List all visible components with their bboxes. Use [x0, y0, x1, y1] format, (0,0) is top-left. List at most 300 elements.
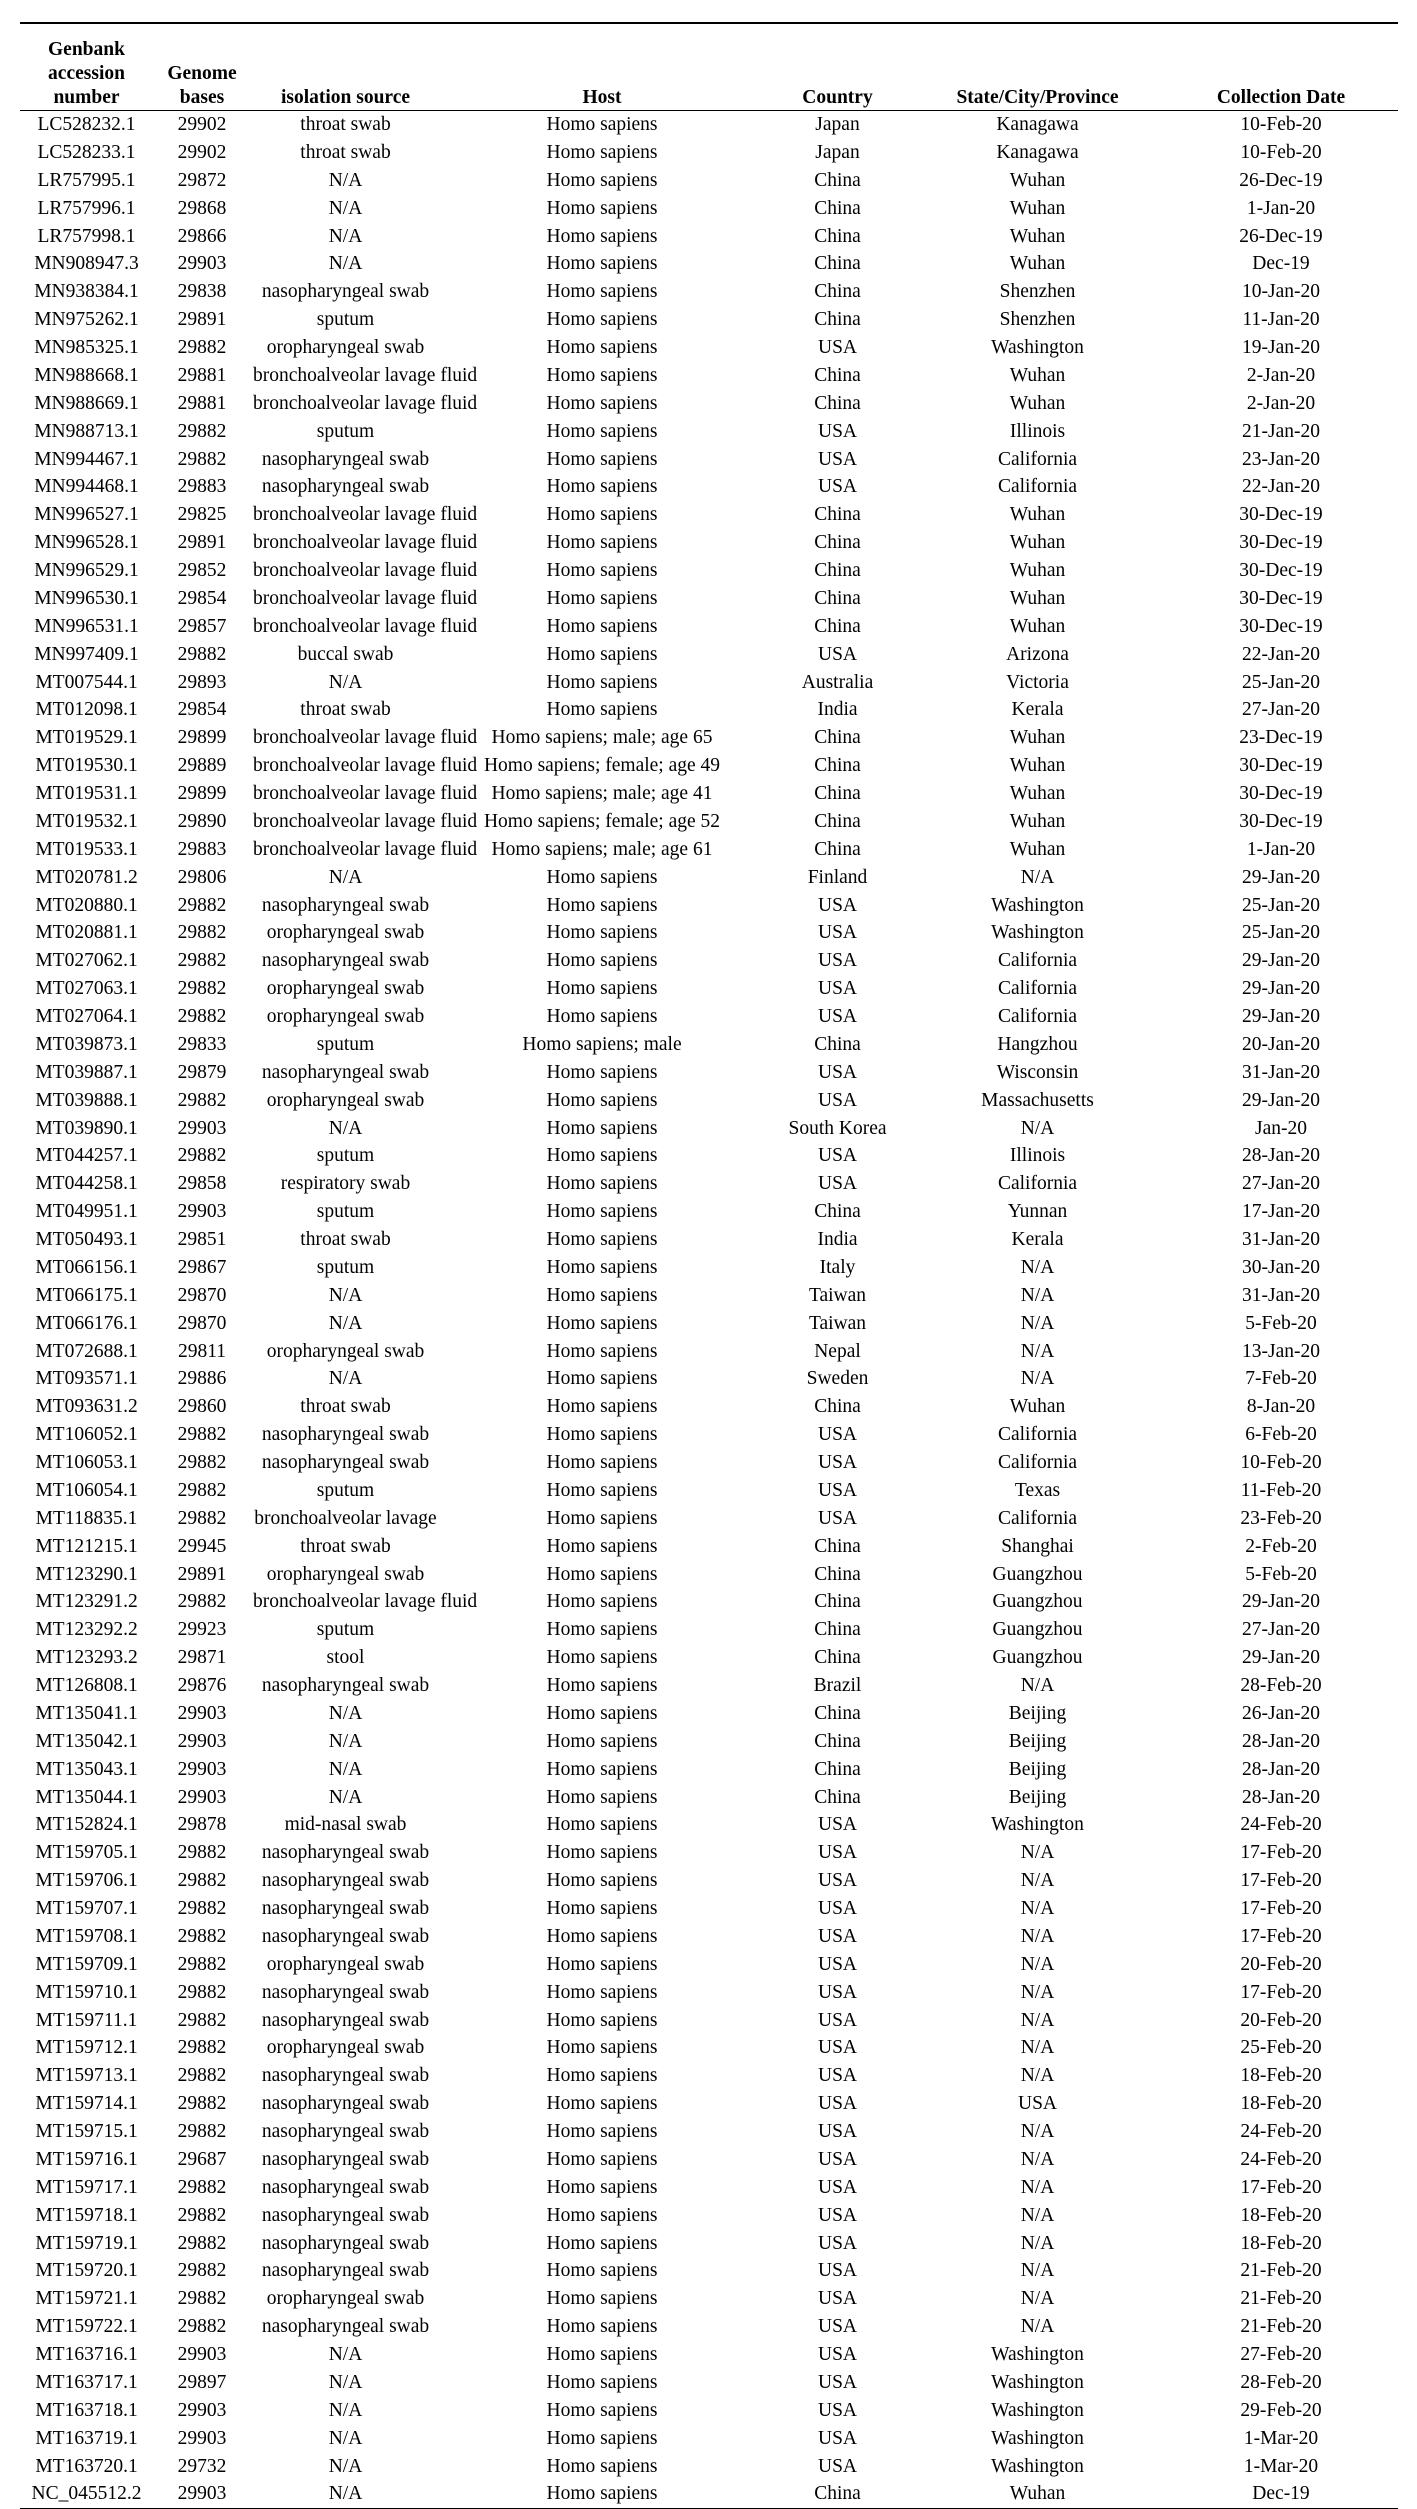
location-cell: Kerala	[1011, 699, 1064, 721]
country-cell: USA	[817, 2204, 857, 2226]
genome-bases-cell: 29882	[177, 894, 227, 916]
isolation-source-cell: nasopharyngeal swab	[261, 1898, 430, 1919]
host-cell: Homo sapiens	[546, 476, 658, 498]
host-cell: Homo sapiens	[546, 253, 658, 275]
genome-bases-cell: 29886	[177, 1368, 227, 1390]
accession-cell: MN988668.1	[34, 364, 139, 386]
host-cell: Homo sapiens	[546, 1925, 658, 1947]
accession-cell: MN994467.1	[34, 448, 139, 470]
isolation-source-cell: sputum	[316, 1033, 375, 1055]
isolation-source-cell: nasopharyngeal swab	[261, 448, 430, 470]
accession-cell: MN996531.1	[34, 615, 139, 637]
table-row	[20, 1338, 1398, 1366]
country-cell: Brazil	[813, 1675, 862, 1696]
country-cell: China	[814, 1396, 861, 1418]
country-cell: Taiwan	[808, 1312, 867, 1334]
table-row	[20, 669, 1398, 697]
table-row	[20, 1839, 1398, 1867]
host-cell: Homo sapiens	[546, 1452, 658, 1473]
isolation-source-cell: N/A	[328, 1702, 363, 1724]
location-cell: Massachusetts	[981, 1089, 1094, 1111]
accession-cell: LC528233.1	[37, 141, 136, 163]
location-cell: N/A	[1020, 1953, 1055, 1975]
accession-cell: MT163720.1	[35, 2455, 138, 2477]
collection-date-cell: 18-Feb-20	[1240, 2232, 1322, 2254]
isolation-source-cell: bronchoalveolar lavage	[254, 1507, 437, 1529]
genome-bases-cell: 29903	[177, 2399, 227, 2421]
location-cell: Wuhan	[1009, 169, 1066, 191]
table-row	[20, 1700, 1398, 1728]
accession-cell: MT159708.1	[35, 1925, 138, 1947]
table-row	[20, 1867, 1398, 1895]
isolation-source-cell: bronchoalveolar lavage fluid	[253, 810, 478, 832]
accession-cell: MN985325.1	[34, 337, 139, 358]
accession-cell: MT093631.2	[35, 1396, 138, 1418]
accession-cell: MT159715.1	[35, 2121, 138, 2142]
collection-date-cell: 27-Jan-20	[1242, 1173, 1320, 1195]
country-cell: USA	[817, 2371, 857, 2393]
location-cell: Victoria	[1006, 671, 1069, 693]
genome-bases-cell: 29903	[177, 2427, 227, 2449]
host-cell: Homo sapiens	[546, 2371, 658, 2393]
collection-date-cell: Dec-19	[1252, 253, 1310, 275]
host-cell: Homo sapiens	[546, 392, 658, 414]
genome-bases-cell: 29882	[177, 1981, 227, 2003]
country-cell: USA	[817, 2288, 857, 2310]
accession-cell: MT135042.1	[35, 1730, 138, 1752]
genome-bases-cell: 29878	[177, 1814, 227, 1836]
genome-bases-cell: 29882	[177, 2037, 227, 2059]
genome-bases-cell: 29825	[177, 504, 227, 526]
collection-date-cell: 29-Feb-20	[1240, 2399, 1322, 2421]
location-cell: Hangzhou	[997, 1033, 1078, 1055]
collection-date-cell: 22-Jan-20	[1242, 476, 1320, 498]
document-page	[20, 22, 1398, 2509]
genome-accession-table	[20, 38, 1398, 2509]
host-cell: Homo sapiens; male; age 41	[491, 783, 713, 804]
collection-date-cell: Dec-19	[1164, 2480, 1398, 2508]
collection-date-cell: 20-Feb-20	[1240, 2009, 1322, 2031]
country-cell: China	[814, 1702, 861, 1724]
country-cell: China	[814, 1201, 861, 1223]
host-cell: Homo sapiens	[546, 1619, 658, 1641]
collection-date-cell: 31-Jan-20	[1242, 1229, 1320, 1250]
genome-bases-cell: 29870	[177, 1284, 227, 1306]
accession-cell: MT072688.1	[35, 1340, 138, 1362]
location-cell: N/A	[1020, 2009, 1055, 2031]
location-cell: Beijing	[1008, 1730, 1067, 1752]
location-cell: Kanagawa	[996, 141, 1079, 163]
country-cell: USA	[817, 1479, 857, 1501]
isolation-source-cell: nasopharyngeal swab	[261, 1424, 430, 1446]
location-cell: Arizona	[1006, 643, 1069, 665]
accession-cell: MT135044.1	[35, 1786, 138, 1808]
host-cell: Homo sapiens	[546, 1758, 658, 1780]
collection-date-cell: 17-Feb-20	[1240, 1898, 1322, 1919]
collection-date-cell: 26-Jan-20	[1242, 1702, 1320, 1724]
accession-cell: MT159719.1	[35, 2232, 138, 2254]
country-cell: China	[814, 392, 861, 414]
isolation-source-cell: oropharyngeal swab	[266, 1953, 425, 1975]
host-cell: Homo sapiens	[546, 1061, 658, 1083]
country-cell: USA	[817, 978, 857, 1000]
accession-cell: MT135041.1	[35, 1702, 138, 1724]
accession-cell: MT152824.1	[35, 1814, 138, 1836]
isolation-source-cell: sputum	[316, 420, 375, 442]
collection-date-cell: 10-Feb-20	[1240, 141, 1322, 163]
table-row	[20, 2202, 1398, 2230]
table-row	[20, 1644, 1398, 1672]
location-cell: Shanghai	[1001, 1535, 1074, 1557]
collection-date-cell: 26-Dec-19	[1239, 169, 1323, 191]
genome-bases-cell: 29945	[177, 1535, 227, 1557]
table-row	[20, 139, 1398, 167]
accession-cell: MT135043.1	[35, 1758, 138, 1780]
location-cell: Beijing	[1008, 1702, 1067, 1724]
isolation-source-cell: N/A	[328, 2399, 363, 2421]
collection-date-cell: 30-Dec-19	[1239, 560, 1323, 581]
country-cell: USA	[817, 1981, 857, 2003]
genome-bases-cell: 29854	[177, 587, 227, 609]
table-row	[20, 2453, 1398, 2481]
location-cell: N/A	[1020, 866, 1055, 888]
collection-date-cell: 11-Feb-20	[1240, 1479, 1322, 1501]
country-cell: USA	[817, 2093, 857, 2115]
host-cell: Homo sapiens	[546, 1507, 658, 1529]
accession-cell: MN996528.1	[34, 532, 139, 554]
genome-bases-cell: 29903	[177, 1730, 227, 1752]
isolation-source-cell: throat swab	[300, 1535, 391, 1557]
host-cell: Homo sapiens	[546, 1340, 658, 1362]
accession-cell: MT159709.1	[35, 1953, 138, 1975]
collection-date-cell: 24-Feb-20	[1240, 2148, 1322, 2170]
country-cell: USA	[817, 2065, 857, 2087]
location-cell: California	[997, 1173, 1078, 1195]
country-cell: China	[764, 2480, 911, 2508]
host-cell: Homo sapiens	[546, 950, 658, 972]
location-cell: Wuhan	[1009, 392, 1066, 414]
isolation-source-cell: oropharyngeal swab	[266, 922, 425, 944]
genome-bases-cell: 29903	[177, 1117, 227, 1139]
country-cell: China	[814, 281, 861, 303]
location-cell: Wuhan	[1009, 755, 1066, 777]
collection-date-cell: 2-Jan-20	[1246, 364, 1316, 386]
isolation-source-cell: stool	[326, 1647, 365, 1669]
host-cell: Homo sapiens	[546, 2455, 658, 2477]
location-cell: Wuhan	[1009, 810, 1066, 832]
host-cell: Homo sapiens; female; age 52	[483, 810, 721, 832]
location-cell: Washington	[991, 2399, 1084, 2421]
table-row	[20, 1505, 1398, 1533]
accession-cell: MT093571.1	[35, 1368, 138, 1390]
host-cell: Homo sapiens	[546, 448, 658, 470]
country-cell: China	[814, 1786, 861, 1808]
collection-date-cell: 25-Feb-20	[1240, 2037, 1322, 2059]
collection-date-cell: 30-Dec-19	[1239, 615, 1323, 637]
collection-date-cell: 29-Jan-20	[1242, 950, 1320, 972]
location-cell: N/A	[1020, 1312, 1055, 1334]
table-row	[20, 1198, 1398, 1226]
location-cell: N/A	[1020, 2065, 1055, 2087]
location-cell: Washington	[991, 1814, 1084, 1836]
table-row	[20, 278, 1398, 306]
collection-date-cell: 28-Jan-20	[1242, 1758, 1320, 1780]
collection-date-cell: 21-Feb-20	[1240, 2288, 1322, 2310]
accession-cell: MN996529.1	[34, 560, 139, 581]
location-cell: N/A	[1020, 1340, 1055, 1362]
host-cell: Homo sapiens	[546, 1256, 658, 1278]
genome-bases-cell: 29882	[177, 1591, 227, 1613]
accession-cell: MT066176.1	[35, 1312, 138, 1334]
table-row	[20, 892, 1398, 920]
location-cell: Wuhan	[1009, 783, 1066, 804]
header-state-city-province: State/City/Province	[911, 38, 1164, 111]
accession-cell: MT019532.1	[35, 810, 138, 832]
location-cell: California	[997, 1424, 1078, 1446]
host-cell: Homo sapiens	[546, 1396, 658, 1418]
collection-date-cell: 25-Jan-20	[1242, 922, 1320, 944]
host-cell: Homo sapiens	[546, 420, 658, 442]
accession-cell: MT049951.1	[35, 1201, 138, 1223]
genome-bases-cell: 29891	[177, 532, 227, 554]
host-cell: Homo sapiens	[546, 1730, 658, 1752]
country-cell: USA	[817, 2009, 857, 2031]
country-cell: USA	[817, 1870, 857, 1892]
table-row	[20, 1784, 1398, 1812]
table-row	[20, 613, 1398, 641]
country-cell: Japan	[815, 114, 860, 135]
accession-cell: LR757995.1	[37, 169, 136, 191]
genome-bases-cell: 29882	[177, 2232, 227, 2254]
genome-bases-cell: 29881	[177, 392, 227, 414]
location-cell: Washington	[991, 2371, 1084, 2393]
host-cell: Homo sapiens	[546, 2288, 658, 2310]
accession-cell: MT039887.1	[35, 1061, 138, 1083]
accession-cell: MT050493.1	[35, 1229, 138, 1250]
accession-cell: MT159707.1	[35, 1898, 138, 1919]
collection-date-cell: 10-Jan-20	[1242, 281, 1320, 303]
genome-bases-cell: 29903	[177, 1758, 227, 1780]
location-cell: Kanagawa	[996, 114, 1079, 135]
collection-date-cell: 17-Feb-20	[1240, 1981, 1322, 2003]
collection-date-cell: 17-Jan-20	[1242, 1201, 1320, 1223]
collection-date-cell: 29-Jan-20	[1242, 1591, 1320, 1613]
genome-bases-cell: 29838	[177, 281, 227, 303]
isolation-source-cell: N/A	[328, 1117, 363, 1139]
accession-cell: MT123290.1	[35, 1563, 138, 1585]
host-cell: Homo sapiens	[546, 2260, 658, 2282]
location-cell: N/A	[1020, 1117, 1055, 1139]
isolation-source-cell: oropharyngeal swab	[266, 978, 425, 1000]
accession-cell: MT019531.1	[35, 783, 138, 804]
isolation-source-cell: oropharyngeal swab	[266, 337, 425, 358]
isolation-source-cell: bronchoalveolar lavage fluid	[253, 364, 478, 386]
collection-date-cell: 27-Jan-20	[1242, 1619, 1320, 1641]
location-cell: Wuhan	[1009, 225, 1066, 247]
table-row	[20, 947, 1398, 975]
isolation-source-cell: bronchoalveolar lavage fluid	[253, 783, 478, 804]
genome-bases-cell: 29893	[177, 671, 227, 693]
isolation-source-cell: buccal swab	[297, 643, 394, 665]
isolation-source-cell: N/A	[328, 2344, 363, 2365]
genome-bases-cell: 29876	[177, 1675, 227, 1696]
isolation-source-cell: nasopharyngeal swab	[261, 1981, 430, 2003]
table-row	[20, 1561, 1398, 1589]
accession-cell: MT019529.1	[35, 727, 138, 749]
location-cell: Illinois	[1009, 420, 1066, 442]
isolation-source-cell: bronchoalveolar lavage fluid	[253, 504, 478, 526]
table-row	[20, 1533, 1398, 1561]
host-cell: Homo sapiens	[546, 141, 658, 163]
genome-bases-cell: 29882	[177, 2288, 227, 2310]
country-cell: China	[814, 253, 861, 275]
country-cell: USA	[817, 1089, 857, 1111]
accession-cell: MT044258.1	[35, 1173, 138, 1195]
accession-cell: MT106052.1	[35, 1424, 138, 1446]
location-cell: Wuhan	[911, 2480, 1164, 2508]
accession-cell: MN988713.1	[34, 420, 139, 442]
host-cell: Homo sapiens	[546, 337, 658, 358]
table-row	[20, 2146, 1398, 2174]
genome-bases-cell: 29806	[177, 866, 227, 888]
host-cell: Homo sapiens	[546, 671, 658, 693]
genome-bases-cell: 29890	[177, 810, 227, 832]
host-cell: Homo sapiens	[546, 2204, 658, 2226]
accession-cell: LR757998.1	[37, 225, 136, 247]
country-cell: China	[814, 504, 861, 526]
accession-cell: MT159714.1	[35, 2093, 138, 2115]
host-cell: Homo sapiens; male	[522, 1033, 682, 1055]
collection-date-cell: 29-Jan-20	[1242, 1647, 1320, 1669]
isolation-source-cell: bronchoalveolar lavage fluid	[253, 838, 478, 860]
table-row	[20, 780, 1398, 808]
table-row	[20, 390, 1398, 418]
country-cell: USA	[817, 337, 857, 358]
location-cell: Guangzhou	[992, 1591, 1083, 1613]
genome-bases-cell: 29899	[177, 727, 227, 749]
country-cell: China	[814, 727, 861, 749]
table-row	[20, 2425, 1398, 2453]
host-cell: Homo sapiens	[546, 2344, 658, 2365]
genome-bases-cell: 29882	[177, 1953, 227, 1975]
country-cell: USA	[817, 1814, 857, 1836]
host-cell: Homo sapiens	[546, 922, 658, 944]
collection-date-cell: 18-Feb-20	[1240, 2093, 1322, 2115]
accession-cell: MT159712.1	[35, 2037, 138, 2059]
collection-date-cell: 24-Feb-20	[1240, 1814, 1322, 1836]
accession-cell: MT027063.1	[35, 978, 138, 1000]
isolation-source-cell: N/A	[328, 2371, 363, 2393]
genome-bases-cell: 29883	[177, 838, 227, 860]
host-cell: Homo sapiens	[546, 2093, 658, 2115]
collection-date-cell: 13-Jan-20	[1242, 1340, 1320, 1362]
table-row	[20, 641, 1398, 669]
collection-date-cell: 25-Jan-20	[1242, 671, 1320, 693]
table-row	[20, 864, 1398, 892]
table-row	[20, 2257, 1398, 2285]
country-cell: China	[814, 1619, 861, 1641]
table-row	[20, 1393, 1398, 1421]
table-row	[20, 1059, 1398, 1087]
isolation-source-cell: mid-nasal swab	[284, 1814, 407, 1836]
collection-date-cell: 5-Feb-20	[1245, 1312, 1317, 1334]
header-accession-number: Genbank accession number	[20, 38, 153, 111]
collection-date-cell: 2-Feb-20	[1245, 1535, 1317, 1557]
isolation-source-cell: N/A	[328, 1284, 363, 1306]
country-cell: China	[814, 1647, 861, 1669]
location-cell: N/A	[1020, 2204, 1055, 2226]
location-cell: California	[997, 1507, 1078, 1529]
genome-bases-cell: 29882	[177, 2121, 227, 2142]
location-cell: Guangzhou	[992, 1647, 1083, 1669]
host-cell: Homo sapiens	[546, 1117, 658, 1139]
country-cell: USA	[817, 2399, 857, 2421]
location-cell: N/A	[1020, 2288, 1055, 2310]
country-cell: USA	[817, 2176, 857, 2198]
location-cell: N/A	[1020, 1842, 1055, 1864]
host-cell: Homo sapiens	[546, 1089, 658, 1111]
location-cell: USA	[1017, 2093, 1057, 2115]
collection-date-cell: 26-Dec-19	[1239, 225, 1323, 247]
isolation-source-cell: nasopharyngeal swab	[261, 1061, 430, 1083]
location-cell: N/A	[1020, 2037, 1055, 2059]
location-cell: Wuhan	[1009, 587, 1066, 609]
genome-bases-cell: 29882	[177, 2065, 227, 2087]
isolation-source-cell: N/A	[328, 1786, 363, 1808]
location-cell: N/A	[1020, 1925, 1055, 1947]
genome-bases-cell: 29889	[177, 755, 227, 777]
location-cell: Wisconsin	[996, 1061, 1079, 1083]
table-row	[20, 1003, 1398, 1031]
genome-bases-cell: 29882	[177, 1424, 227, 1446]
country-cell: USA	[817, 2316, 857, 2338]
accession-cell: MN975262.1	[34, 309, 139, 331]
isolation-source-cell: throat swab	[300, 1396, 391, 1418]
table-row	[20, 1282, 1398, 1310]
collection-date-cell: 5-Feb-20	[1245, 1563, 1317, 1585]
isolation-source-cell: bronchoalveolar lavage fluid	[253, 615, 478, 637]
host-cell: Homo sapiens	[546, 2399, 658, 2421]
location-cell: Guangzhou	[992, 1619, 1083, 1641]
table-row	[20, 752, 1398, 780]
isolation-source-cell: bronchoalveolar lavage fluid	[253, 532, 478, 554]
isolation-source-cell: bronchoalveolar lavage fluid	[253, 727, 478, 749]
accession-cell: MT019530.1	[35, 755, 138, 777]
collection-date-cell: 30-Jan-20	[1242, 1256, 1320, 1278]
collection-date-cell: 27-Jan-20	[1242, 699, 1320, 721]
genome-bases-cell: 29882	[177, 1898, 227, 1919]
isolation-source-cell: bronchoalveolar lavage fluid	[253, 392, 478, 414]
accession-cell: MT044257.1	[35, 1145, 138, 1167]
country-cell: USA	[817, 2260, 857, 2282]
country-cell: India	[817, 699, 858, 721]
genome-bases-cell: 29882	[177, 1842, 227, 1864]
collection-date-cell: 1-Mar-20	[1243, 2455, 1319, 2477]
table-row	[20, 2397, 1398, 2425]
table-row	[20, 501, 1398, 529]
genome-bases-cell: 29882	[177, 2009, 227, 2031]
isolation-source-cell: oropharyngeal swab	[266, 1340, 425, 1362]
genome-bases-cell: 29903	[177, 1786, 227, 1808]
table-row	[20, 724, 1398, 752]
header-genome-bases: Genome bases	[153, 38, 251, 111]
host-cell: Homo sapiens	[546, 643, 658, 665]
host-cell: Homo sapiens	[546, 1898, 658, 1919]
collection-date-cell: 28-Feb-20	[1240, 1675, 1322, 1696]
host-cell: Homo sapiens	[546, 2148, 658, 2170]
collection-date-cell: 11-Jan-20	[1242, 309, 1320, 331]
location-cell: N/A	[1020, 1870, 1055, 1892]
